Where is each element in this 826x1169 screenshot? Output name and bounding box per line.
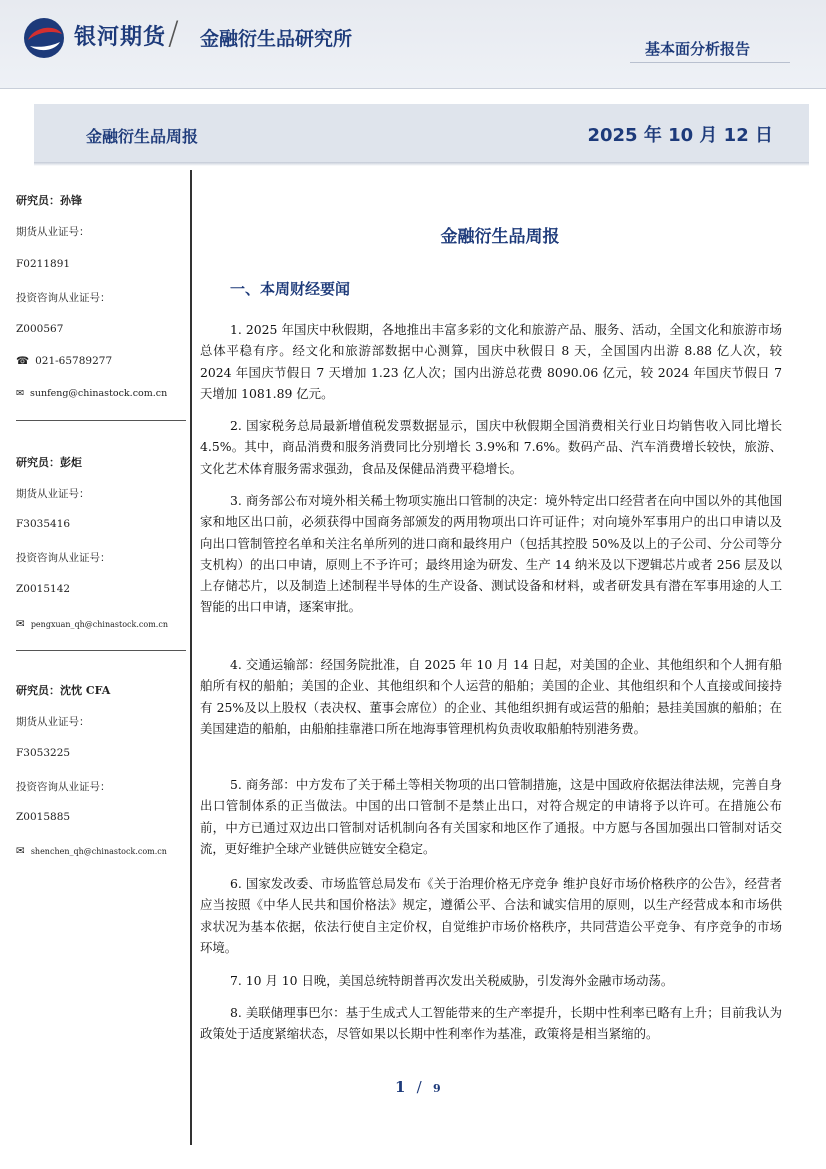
sidebar-divider xyxy=(16,650,186,651)
current-page: 1 xyxy=(395,1078,406,1096)
news-paragraph: 3. 商务部公布对境外相关稀土物项实施出口管制的决定：境外特定出口经营者在向中国以外的其他国家和地区出口前，必须获得中国商务部颁发的两用物项出口许可证件；对向境外军事用户的出口申请以及向出口管制管控名单和关注名单所列的进口商和最终用户（包括其控股 50%及以上的子公司、分公司等分支机构）的出口申请，原则上不予许可；最终用途为研发、生产 14 纳米及以下逻辑芯片或者 256 层及以上存储芯片，以及制造上述制程半导体的生产设备、测试设备和材料，或者研发具有潜在军事用途的人工智能的出口申请，逐案审批。 xyxy=(200,493,782,615)
mail-icon: ✉ xyxy=(16,388,24,399)
email-row xyxy=(16,388,167,399)
license-number: F0211891 xyxy=(16,258,71,270)
news-paragraph: 6. 国家发改委、市场监管总局发布《关于治理价格无序竞争 维护良好市场价格秩序的公告》，经营者应当按照《中华人民共和国价格法》规定，遵循公平、合法和诚实信用的原则，以生产经营成本和市场供求状况为基本依据，依法行使自主定价权，自觉维护市场价格秩序，共同营造公平竞争、有序竞争的市场环境。 xyxy=(200,876,782,955)
license-number: F3053225 xyxy=(16,747,71,759)
researcher-heading: 研究员：彭炬 xyxy=(16,456,82,469)
sidebar-divider xyxy=(16,420,186,421)
column-divider xyxy=(190,170,192,1145)
section-title: 一、本周财经要闻 xyxy=(230,280,351,298)
title-bar xyxy=(34,104,809,162)
consult-number: Z0015885 xyxy=(16,811,71,823)
mail-icon: ✉ xyxy=(16,845,25,857)
news-paragraph: 8. 美联储理事巴尔：基于生成式人工智能带来的生产率提升，长期中性利率已略有上升；目前我认为政策处于适度紧缩状态，尽管如果以长期中性利率作为基准，政策将是相当紧缩的。 xyxy=(200,1005,782,1042)
email-address[interactable]: pengxuan_qh@chinastock.com.cn xyxy=(30,620,168,629)
report-type: 基本面分析报告 xyxy=(645,40,751,58)
title-bar-shadow xyxy=(34,162,809,166)
page-separator: / xyxy=(416,1078,422,1096)
brand-name: 银河期货 xyxy=(74,25,167,50)
phone-number: 021-65789277 xyxy=(35,355,113,367)
researcher-heading: 研究员：孙锋 xyxy=(16,194,82,207)
report-date: 2025 年 10 月 12 日 xyxy=(587,125,773,146)
consult-label: 投资咨询从业证号： xyxy=(16,292,111,304)
total-pages: 9 xyxy=(432,1082,441,1095)
phone-icon: ☎ xyxy=(16,355,30,367)
license-label: 期货从业证号： xyxy=(16,716,90,728)
email-address[interactable]: shenchen_qh@chinastock.com.cn xyxy=(30,847,167,856)
consult-label: 投资咨询从业证号： xyxy=(16,781,111,793)
email-address[interactable]: sunfeng@chinastock.com.cn xyxy=(29,388,168,399)
news-paragraph: 7. 10 月 10 日晚，美国总统特朗普再次发出关税威胁，引发海外金融市场动荡。 xyxy=(230,973,674,988)
galaxy-futures-logo-icon xyxy=(22,16,66,60)
news-paragraph: 1. 2025 年国庆中秋假期，各地推出丰富多彩的文化和旅游产品、服务、活动，全国文化和旅游市场总体平稳有序。经文化和旅游部数据中心测算，国庆中秋假日 8 天，全国国内出游 8.88 亿人次，较 2024 年国庆节假日 7 天增加 1.23 亿人次；国内出游总花费 8090.06 亿元，较 2024 年国庆节假日 7 天增加 1081.89 亿元。 xyxy=(200,322,782,401)
license-number: F3035416 xyxy=(16,518,71,530)
researcher-heading: 研究员：沈忱 CFA xyxy=(16,684,111,697)
page-number xyxy=(395,1078,441,1096)
consult-label: 投资咨询从业证号： xyxy=(16,552,111,564)
header-separator: / xyxy=(168,14,179,52)
consult-number: Z0015142 xyxy=(16,583,71,595)
document-title: 金融衍生品周报 xyxy=(440,227,560,247)
license-label: 期货从业证号： xyxy=(16,226,90,238)
institute-name: 金融衍生品研究所 xyxy=(200,28,353,50)
email-row xyxy=(16,845,167,857)
mail-icon: ✉ xyxy=(16,618,25,630)
news-paragraph: 5. 商务部：中方发布了关于稀土等相关物项的出口管制措施，这是中国政府依据法律法规，完善自身出口管制体系的正当做法。中国的出口管制不是禁止出口，对符合规定的申请将予以许可。在措施公布前，中方已通过双边出口管制对话机制向各有关国家和地区作了通报。中方愿与各国加强出口管制对话交流，更好维护全球产业链供应链安全稳定。 xyxy=(200,777,782,856)
email-row xyxy=(16,618,168,630)
news-paragraph: 4. 交通运输部：经国务院批准，自 2025 年 10 月 14 日起，对美国的企业、其他组织和个人拥有船舶所有权的船舶；美国的企业、其他组织和个人运营的船舶；美国的企业、其他组织和个人直接或间接持有 25%及以上股权（表决权、董事会席位）的企业、其他组织拥有或运营的船舶；悬挂美国旗的船舶；在美国建造的船舶，由船舶挂靠港口所在地海事管理机构负责收取船舶特别港务费。 xyxy=(200,657,782,736)
report-series-title: 金融衍生品周报 xyxy=(86,127,199,146)
phone-row xyxy=(16,355,112,367)
header-rule xyxy=(630,62,790,63)
consult-number: Z000567 xyxy=(16,323,64,335)
page-header xyxy=(0,0,826,89)
license-label: 期货从业证号： xyxy=(16,488,90,500)
news-paragraph: 2. 国家税务总局最新增值税发票数据显示，国庆中秋假期全国消费相关行业日均销售收入同比增长 4.5%。其中，商品消费和服务消费同比分别增长 3.9%和 7.6%。数码产品、汽车消费增长较快，旅游、文化艺术体育服务需求强劲，食品及保健品消费平稳增长。 xyxy=(200,418,782,476)
